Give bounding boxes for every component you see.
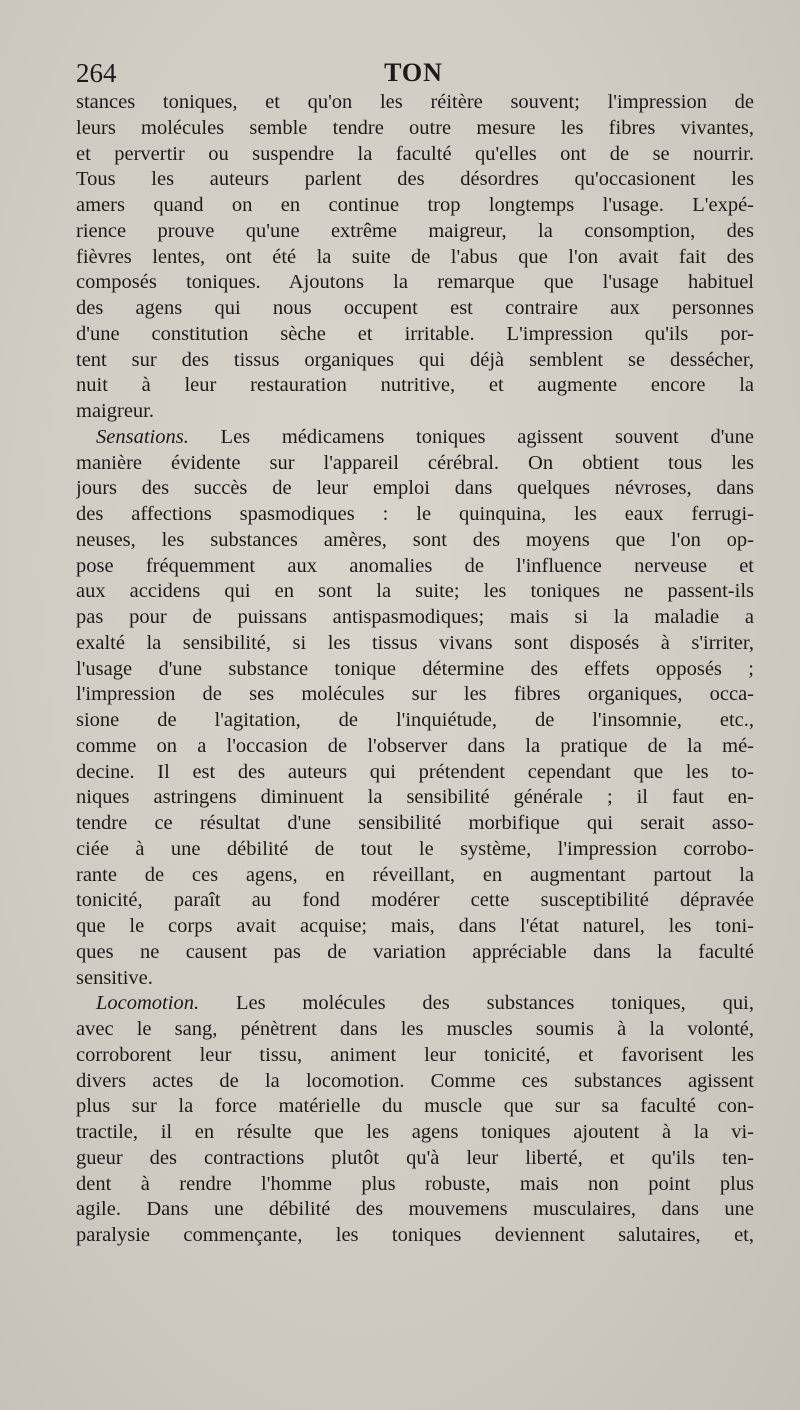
text-line: Tous les auteurs parlent des désordres qu'occasionent les <box>76 168 754 191</box>
text-line: des agens qui nous occupent est contraire aux personnes <box>76 297 754 319</box>
text-line: neuses, les substances amères, sont des moyens que l'on op- <box>76 528 754 551</box>
text-line: et pervertir ou suspendre la faculté qu'elles ont de se nourrir. <box>76 142 754 165</box>
paragraph-first-line <box>76 425 754 451</box>
text-line: tonicité, paraît au fond modérer cette susceptibilité dépravée <box>76 889 754 912</box>
text-line: comme on a l'occasion de l'observer dans la pratique de la mé- <box>76 734 754 757</box>
text-fragment: Les médicamens toniques agissent souvent d'une <box>188 425 754 448</box>
section-lead-sensations: Sensations. <box>96 425 189 448</box>
running-head: TON <box>384 58 443 87</box>
paragraph-first-line <box>76 991 754 1017</box>
text-line: l'usage d'une substance tonique détermine des effets opposés ; <box>76 657 754 680</box>
text-line: d'une constitution sèche et irritable. L'impression qu'ils por- <box>76 322 754 345</box>
text-line: ciée à une débilité de tout le système, l'impression corrobo- <box>76 837 754 860</box>
text-line: manière évidente sur l'appareil cérébral. On obtient tous les <box>76 451 754 474</box>
text-line: corroborent leur tissu, animent leur tonicité, et favorisent les <box>76 1043 754 1066</box>
text-line: jours des succès de leur emploi dans quelques névroses, dans <box>76 477 754 500</box>
text-line: paralysie commençante, les toniques deviennent salutaires, et, <box>76 1224 754 1246</box>
text-line: exalté la sensibilité, si les tissus vivans sont disposés à s'irriter, <box>76 631 754 654</box>
text-line: decine. Il est des auteurs qui prétendent cependant que les to- <box>76 760 754 783</box>
text-line: gueur des contractions plutôt qu'à leur liberté, et qu'ils ten- <box>76 1146 754 1169</box>
text-line: rante de ces agens, en réveillant, en augmentant partout la <box>76 863 754 886</box>
text-line: nuit à leur restauration nutritive, et augmente encore la <box>76 374 754 397</box>
text-line: amers quand on en continue trop longtemps l'usage. L'expé- <box>76 194 754 216</box>
text-line: sione de l'agitation, de l'inquiétude, de l'insomnie, etc., <box>76 709 754 731</box>
text-line: l'impression de ses molécules sur les fibres organiques, occa- <box>76 683 754 706</box>
text-line: leurs molécules semble tendre outre mesure les fibres vivantes, <box>76 116 754 139</box>
text-line: fièvres lentes, ont été la suite de l'abus que l'on avait fait des <box>76 245 754 268</box>
text-line: avec le sang, pénètrent dans les muscles soumis à la volonté, <box>76 1018 754 1040</box>
section-lead-locomotion: Locomotion. <box>96 992 200 1015</box>
text-line: tendre ce résultat d'une sensibilité morbifique qui serait asso- <box>76 812 754 834</box>
text-line: sensitive. <box>76 966 153 989</box>
text-line: aux accidens qui en sont la suite; les toniques ne passent-ils <box>76 580 754 603</box>
text-line: tent sur des tissus organiques qui déjà semblent se dessécher, <box>76 348 754 371</box>
text-line: maigreur. <box>76 400 154 422</box>
text-line: pas pour de puissans antispasmodiques; mais si la maladie a <box>76 606 754 628</box>
text-line: stances toniques, et qu'on les réitère souvent; l'impression de <box>76 91 754 113</box>
text-line: agile. Dans une débilité des mouvemens musculaires, dans une <box>76 1198 754 1221</box>
page-header <box>76 58 751 92</box>
text-line: ques ne causent pas de variation appréciable dans la faculté <box>76 940 754 963</box>
text-line: dent à rendre l'homme plus robuste, mais non point plus <box>76 1172 754 1195</box>
page-number: 264 <box>76 58 117 88</box>
text-line: tractile, il en résulte que les agens toniques ajoutent à la vi- <box>76 1121 754 1143</box>
text-line: pose fréquemment aux anomalies de l'influence nerveuse et <box>76 554 754 577</box>
body-text <box>76 90 754 1249</box>
text-line: niques astringens diminuent la sensibilité générale ; il faut en- <box>76 786 754 809</box>
text-line: composés toniques. Ajoutons la remarque que l'usage habituel <box>76 271 754 294</box>
text-line: des affections spasmodiques : le quinquina, les eaux ferrugi- <box>76 503 754 525</box>
text-line: divers actes de la locomotion. Comme ces substances agissent <box>76 1069 754 1092</box>
text-line: que le corps avait acquise; mais, dans l'état naturel, les toni- <box>76 915 754 937</box>
text-fragment: Les molécules des substances toniques, qui, <box>199 992 754 1015</box>
text-line: plus sur la force matérielle du muscle que sur sa faculté con- <box>76 1095 754 1118</box>
bleed-through-shadow <box>80 1258 760 1281</box>
text-line: rience prouve qu'une extrême maigreur, la consomption, des <box>76 219 754 242</box>
